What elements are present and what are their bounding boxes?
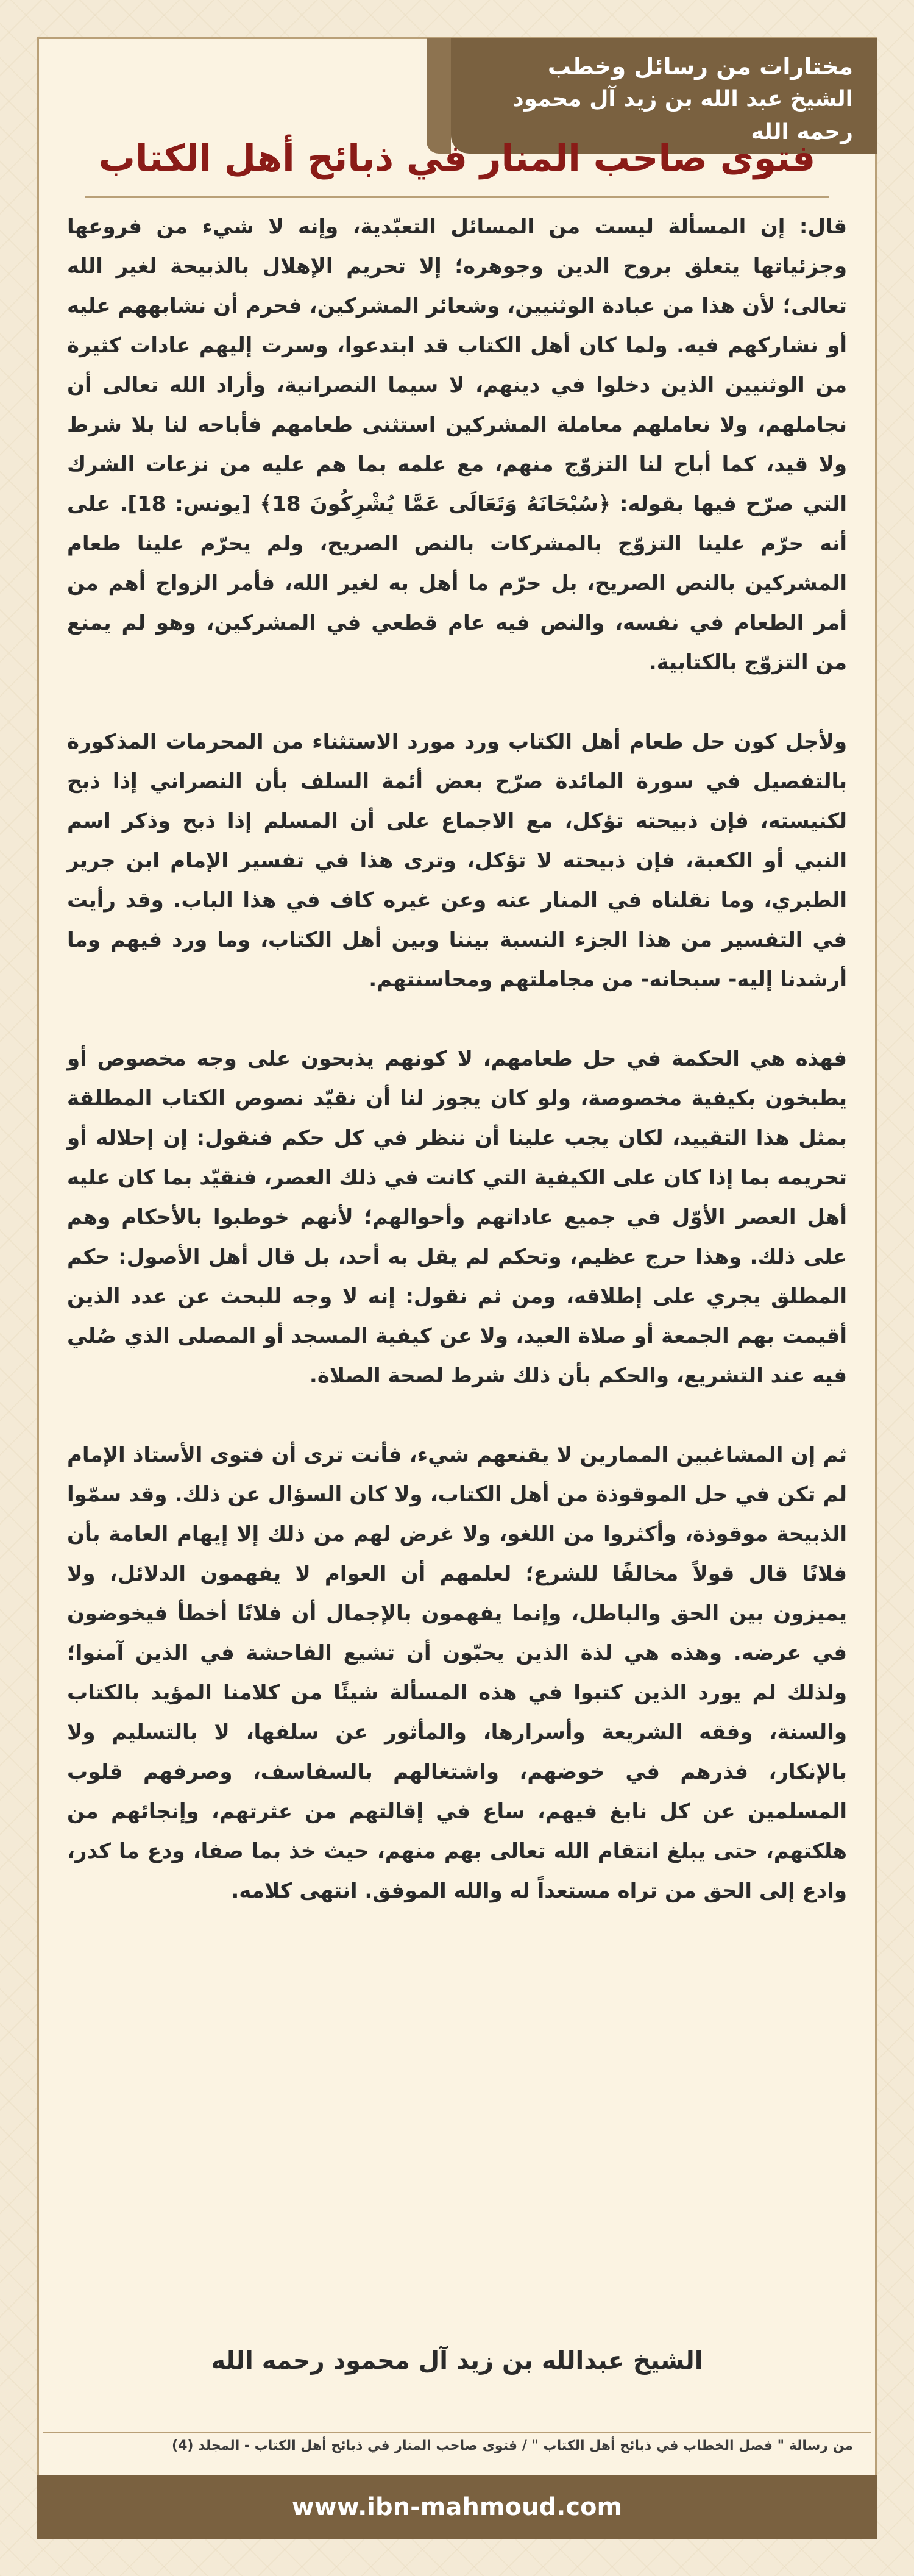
header-collection-title: مختارات من رسائل وخطب [547,53,853,80]
page-title: فتوى صاحب المنار في ذبائح أهل الكتاب [98,137,816,180]
source-divider [43,2432,871,2433]
paragraph-1: قال: إن المسألة ليست من المسائل التعبّدية، وإنه لا شيء من فروعها وجزئياتها يتعلق بروح الدين وجوهره؛ إلا تحريم الإهلال بالذبيحة لغير الله تعالى؛ لأن هذا من عبادة الوثنيين، وشعائر المشركين، فحرم أن نشابههم عليه أو نشاركهم فيه. ولما كان أهل الكتاب قد ابتدعوا، وسرت إليهم عادات كثيرة من الوثنيين الذين دخلوا في دينهم، لا سيما النصرانية، وأراد الله تعالى أن نجاملهم، ولا نعاملهم معاملة المشركين استثنى طعامهم فأباحه لنا بلا شرط ولا قيد، كما أباح لنا التزوّج منهم، مع علمه بما هم عليه من نزعات الشرك التي صرّح فيها بقوله: ﴿سُبْحَانَهُ وَتَعَالَى عَمَّا يُشْرِكُونَ 18﴾ [يونس: 18]. على أنه حرّم علينا التزوّج بالمشركات بالنص الصريح، ولم يحرّم علينا طعام المشركين بالنص الصريح، بل حرّم ما أهل به لغير الله، فأمر الزواج أهم من أمر الطعام في نفسه، والنص فيه عام قطعي في المشركين، وهو لم يمنع من التزوّج بالكتابية. [67,215,847,675]
header-author: الشيخ عبد الله بن زيد آل محمود رحمه الله [512,87,853,144]
signature: الشيخ عبدالله بن زيد آل محمود رحمه الله [211,2347,703,2375]
title-divider [85,196,829,198]
article-body [67,207,847,1951]
paragraph-3: فهذه هي الحكمة في حل طعامهم، لا كونهم يذبحون على وجه مخصوص أو يطبخون بكيفية مخصوصة، ولو كان يجوز لنا أن نقيّد نصوص الكتاب المطلقة بمثل هذا التقييد، لكان يجب علينا أن ننظر في كل حكم فنقول: إن إحلاله أو تحريمه بما إذا كان على الكيفية التي كانت في ذلك العصر، فنقيّد بما كان عليه أهل العصر الأوّل في جميع عاداتهم وأحوالهم؛ لأنهم خوطبوا بالأحكام وهم على ذلك. وهذا حرج عظيم، وتحكم لم يقل به أحد، بل قال أهل الأصول: حكم المطلق يجري على إطلاقه، ومن ثم نقول: إنه لا وجه للبحث عن عدد الذين أقيمت بهم الجمعة أو صلاة العيد، ولا عن كيفية المسجد أو المصلى الذي صُلي فيه عند التشريع، والحكم بأن ذلك شرط لصحة الصلاة. [67,1047,847,1388]
source-citation: من رسالة " فصل الخطاب في ذبائح أهل الكتاب " / فتوى صاحب المنار في ذبائح أهل الكتاب - المجلد (4) [172,2438,853,2453]
footer-website-link[interactable]: www.ibn-mahmoud.com [37,2475,877,2539]
paragraph-2: ولأجل كون حل طعام أهل الكتاب ورد مورد الاستثناء من المحرمات المذكورة بالتفصيل في سورة المائدة صرّح بعض أئمة السلف بأن النصراني إذا ذبح لكنيسته، فإن ذبيحته تؤكل، مع الاجماع على أن المسلم إذا ذبح وذكر اسم النبي أو الكعبة، فإن ذبيحته لا تؤكل، وترى هذا في تفسير الإمام ابن جرير الطبري، وما نقلناه في المنار عنه وعن غيره كاف في هذا الباب. وقد رأيت في التفسير من هذا الجزء النسبة بيننا وبين أهل الكتاب، وما ورد فيهم وما أرشدنا إليه- سبحانه- من مجاملتهم ومحاسنتهم. [67,730,847,992]
paragraph-4: ثم إن المشاغبين الممارين لا يقنعهم شيء، فأنت ترى أن فتوى الأستاذ الإمام لم تكن في حل الموقوذة من أهل الكتاب، ولا كان السؤال عن ذلك. وقد سمّوا الذبيحة موقوذة، وأكثروا من اللغو، ولا غرض لهم من ذلك إلا إيهام العامة بأن فلانًا قال قولاً مخالفًا للشرع؛ لعلمهم أن العوام لا يفهمون الدلائل، ولا يميزون بين الحق والباطل، وإنما يفهمون بالإجمال أن فلانًا أخطأ فيخوضون في عرضه. وهذه هي لذة الذين يحبّون أن تشيع الفاحشة في الذين آمنوا؛ ولذلك لم يورد الذين كتبوا في هذه المسألة شيئًا من كلامنا المؤيد بالكتاب والسنة، وفقه الشريعة وأسرارها، والمأثور عن سلفها، لا بالتسليم ولا بالإنكار، فذرهم في خوضهم، واشتغالهم بالسفاسف، وصرفهم قلوب المسلمين عن كل نابغ فيهم، ساع في إقالتهم من عثرتهم، وإنجائهم من هلكتهم، حتى يبلغ انتقام الله تعالى بهم منهم، حيث خذ بما صفا، ودع ما كدر، وادع إلى الحق من تراه مستعداً له والله الموفق. انتهى كلامه. [67,1443,847,1903]
